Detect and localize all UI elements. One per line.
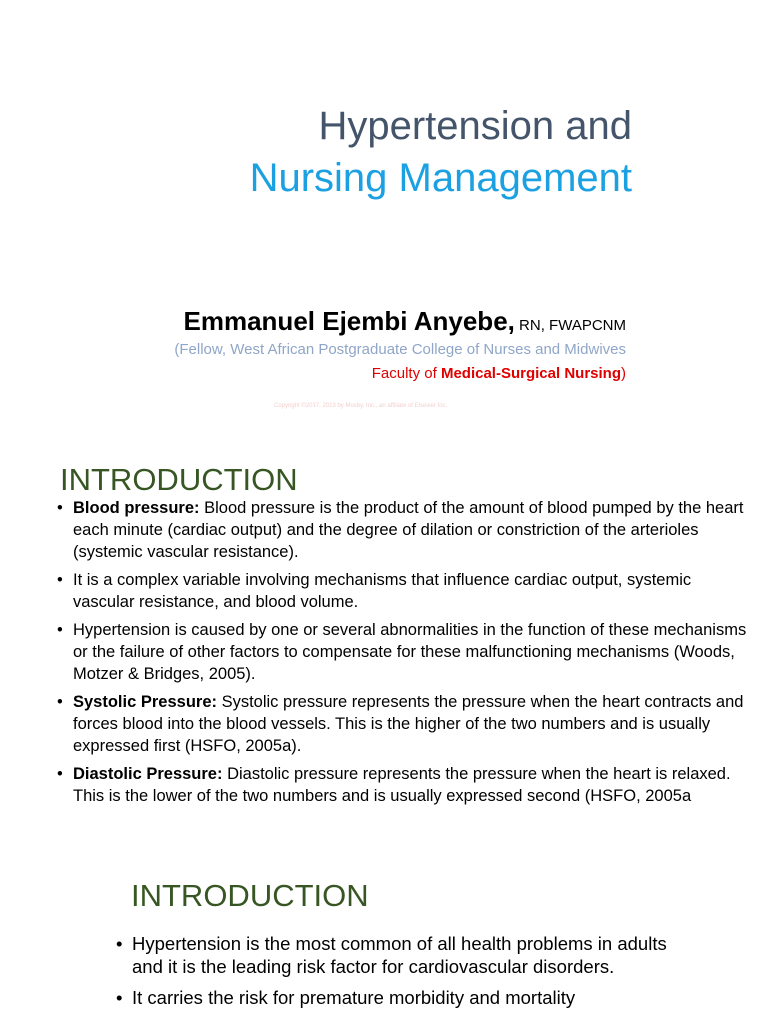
bullet-dot: • — [57, 621, 63, 639]
introduction-slide-2 — [0, 850, 768, 1024]
author — [184, 306, 626, 337]
copyright-notice: Copyright ©2017, 2013 by Mosby, Inc., an affiliate of Elsevier Inc. — [274, 403, 448, 409]
bullet-text: Diastolic pressure represents the pressure when the heart is relaxed. This is the lower of the two numbers and is usually expressed second (HSFO, 2005a — [73, 765, 731, 805]
introduction-slide-1 — [0, 450, 768, 850]
bullet-dot: • — [57, 765, 63, 783]
faculty-name: Medical-Surgical Nursing — [440, 365, 621, 382]
title-slide — [0, 0, 768, 450]
bullet-lead: Blood pressure: — [73, 499, 200, 517]
title-line-2: Nursing Management — [249, 156, 632, 200]
bullet-text: It carries the risk for premature morbidity and mortality — [132, 987, 576, 1008]
author-credentials: RN, FWAPCNM — [514, 317, 626, 334]
bullet-item — [116, 986, 676, 1009]
bullet-dot: • — [57, 571, 63, 589]
bullet-text: Blood pressure is the product of the amount of blood pumped by the heart each minute (cardiac output) and the degree of dilation or constriction of the arterioles (systemic vascular resistance). — [73, 499, 744, 561]
bullet-item — [57, 497, 757, 563]
bullet-lead: Systolic Pressure: — [73, 693, 217, 711]
bullet-dot: • — [57, 499, 63, 517]
section-title: INTRODUCTION — [60, 462, 298, 497]
bullet-item — [116, 932, 676, 978]
bullet-list — [116, 932, 676, 1017]
faculty-line — [372, 365, 626, 382]
bullet-dot: • — [57, 693, 63, 711]
bullet-text: It is a complex variable involving mechanisms that influence cardiac output, systemic vascular resistance, and blood volume. — [73, 571, 692, 611]
bullet-dot: • — [116, 933, 123, 954]
section-title: INTRODUCTION — [131, 878, 369, 913]
title-line-1: Hypertension and — [318, 104, 632, 148]
bullet-item — [57, 619, 757, 685]
bullet-text: Hypertension is caused by one or several abnormalities in the function of these mechanisms or the failure of other factors to compensate for these malfunctioning mechanisms (Woods, Motzer & Bridges, 2005). — [73, 621, 747, 683]
bullet-text: Hypertension is the most common of all health problems in adults and it is the leading risk factor for cardiovascular disorders. — [132, 933, 667, 977]
bullet-item — [57, 569, 757, 613]
bullet-text: Systolic pressure represents the pressure when the heart contracts and forces blood into the blood vessels. This is the higher of the two numbers and is usually expressed first (HSFO, 2005a). — [73, 693, 744, 755]
bullet-dot: • — [116, 987, 123, 1008]
author-name: Emmanuel Ejembi Anyebe, — [183, 306, 515, 336]
fellowship-line: (Fellow, West African Postgraduate College of Nurses and Midwives — [174, 341, 626, 358]
faculty-suffix: ) — [621, 365, 626, 382]
bullet-item — [57, 763, 757, 807]
bullet-lead: Diastolic Pressure: — [73, 765, 223, 783]
bullet-list — [57, 497, 757, 813]
bullet-item — [57, 691, 757, 757]
faculty-prefix: Faculty of — [371, 365, 441, 382]
